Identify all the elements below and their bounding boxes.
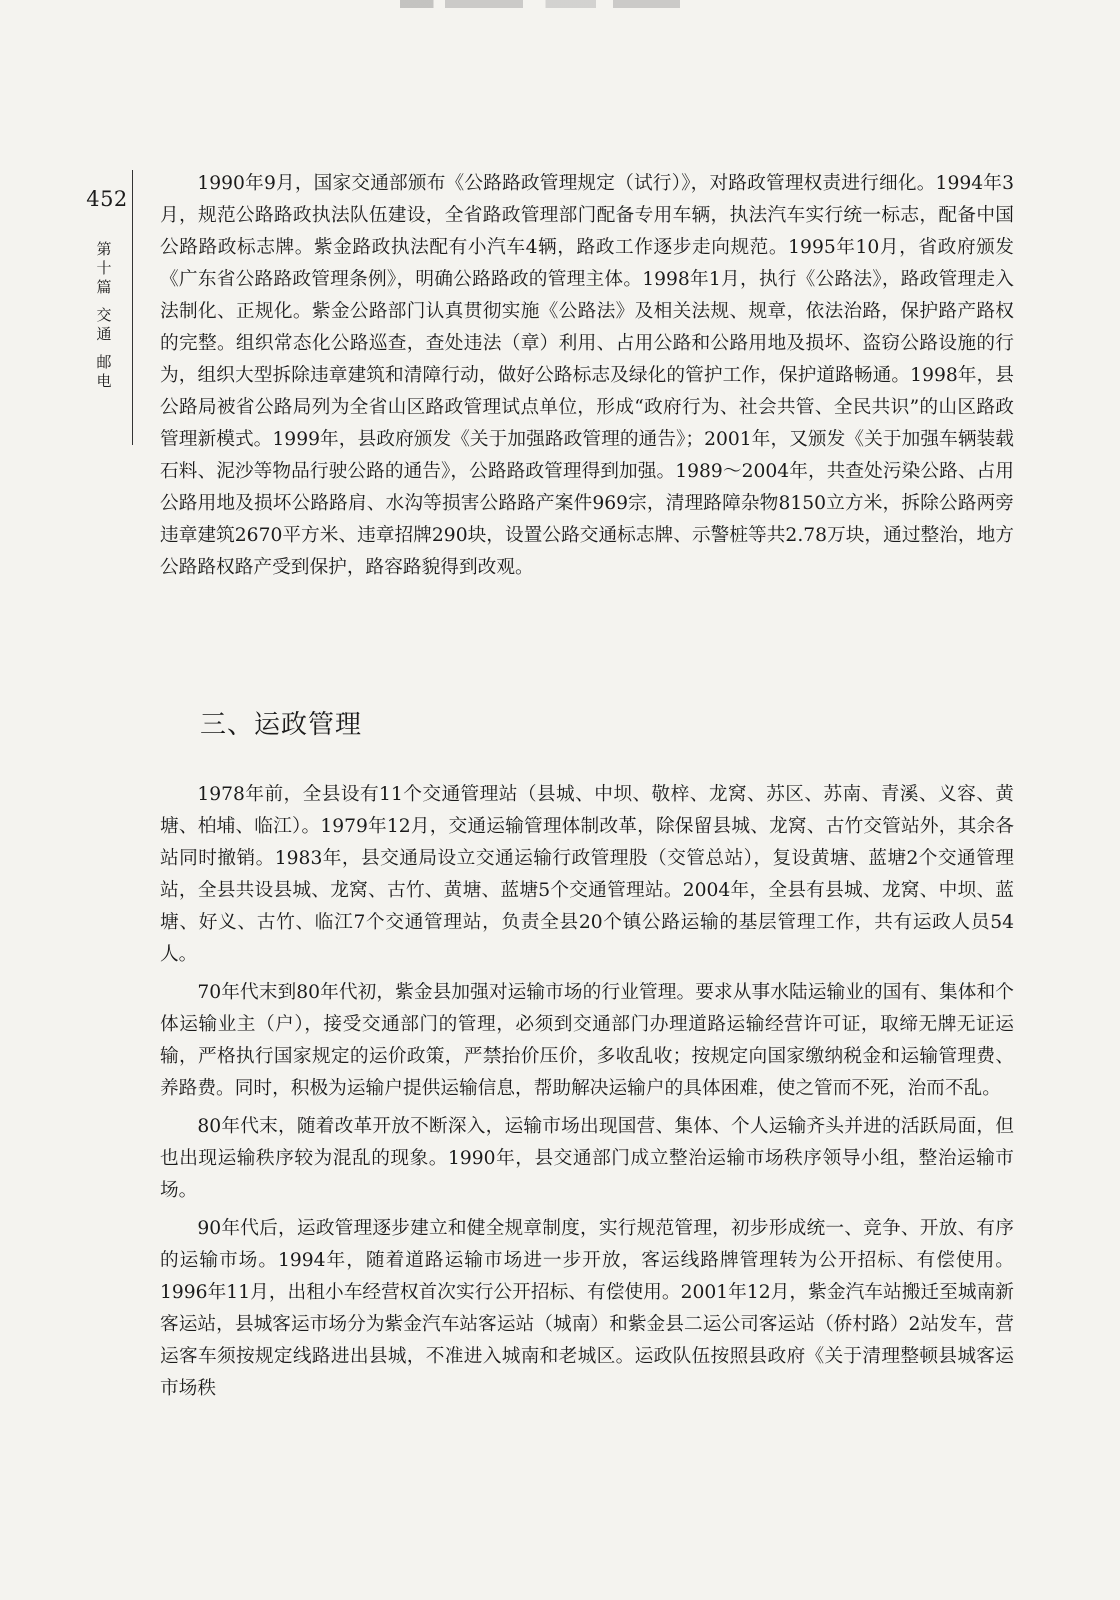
paragraph: 1990年9月，国家交通部颁布《公路路政管理规定（试行）》，对路政管理权责进行细化。1994年3月，规范公路路政执法队伍建设，全省路政管理部门配备专用车辆，执法汽车实行统一标志，配备中国公路路政标志牌。紫金路政执法配有小汽车4辆，路政工作逐步走向规范。1995年10月，省政府颁发《广东省公路路政管理条例》，明确公路路政的管理主体。1998年1月，执行《公路法》，路政管理走入法制化、正规化。紫金公路部门认真贯彻实施《公路法》及相关法规、规章，依法治路，保护路产路权的完整。组织常态化公路巡查，查处违法（章）利用、占用公路和公路用地及损坏、盗窃公路设施的行为，组织大型拆除违章建筑和清障行动，做好公路标志及绿化的管护工作，保护道路畅通。1998年，县公路局被省公路局列为全省山区路政管理试点单位，形成“政府行为、社会共管、全民共识”的山区路政管理新模式。1999年，县政府颁发《关于加强路政管理的通告》；2001年，又颁发《关于加强车辆装载石料、泥沙等物品行驶公路的通告》，公路路政管理得到加强。1989～2004年，共查处污染公路、占用公路用地及损坏公路路肩、水沟等损害公路路产案件969宗，清理路障杂物8150立方米，拆除公路两旁违章建筑2670平方米、违章招牌290块，设置公路交通标志牌、示警桩等共2.78万块，通过整治，地方公路路权路产受到保护，路容路貌得到改观。	[160, 173, 1014, 578]
section-heading: 三、运政管理	[200, 710, 363, 740]
side-char: 十	[96, 259, 112, 277]
page-number: 452	[86, 187, 128, 211]
side-char: 篇	[96, 278, 112, 296]
side-chapter-title	[90, 240, 118, 391]
side-char: 邮	[96, 353, 112, 371]
margin-rule	[132, 170, 133, 445]
side-gap	[90, 297, 118, 306]
paragraph: 70年代末到80年代初，紫金县加强对运输市场的行业管理。要求从事水陆运输业的国有、集体和个体运输业主（户），接受交通部门的管理，必须到交通部门办理道路运输经营许可证，取缔无牌无证运输，严格执行国家规定的运价政策，严禁抬价压价，多收乱收；按规定向国家缴纳税金和运输管理费、养路费。同时，积极为运输户提供运输信息，帮助解决运输户的具体困难，使之管而不死，治而不乱。	[160, 982, 1014, 1099]
top-section-body	[160, 168, 1014, 584]
side-char: 通	[96, 325, 112, 343]
side-char: 第	[96, 240, 112, 258]
side-gap	[90, 344, 118, 353]
side-char: 交	[96, 306, 112, 324]
scan-top-mark	[400, 0, 680, 8]
paragraph: 80年代末，随着改革开放不断深入，运输市场出现国营、集体、个人运输齐头并进的活跃局面，但也出现运输秩序较为混乱的现象。1990年，县交通部门成立整治运输市场秩序领导小组，整治运输市场。	[160, 1116, 1014, 1201]
paragraph: 1978年前，全县设有11个交通管理站（县城、中坝、敬梓、龙窝、苏区、苏南、青溪、义容、黄塘、柏埔、临江）。1979年12月，交通运输管理体制改革，除保留县城、龙窝、古竹交管站外，其余各站同时撤销。1983年，县交通局设立交通运输行政管理股（交管总站），复设黄塘、蓝塘2个交通管理站，全县共设县城、龙窝、古竹、黄塘、蓝塘5个交通管理站。2004年，全县有县城、龙窝、中坝、蓝塘、好义、古竹、临江7个交通管理站，负责全县20个镇公路运输的基层管理工作，共有运政人员54人。	[160, 784, 1014, 965]
paragraph: 90年代后，运政管理逐步建立和健全规章制度，实行规范管理，初步形成统一、竞争、开放、有序的运输市场。1994年，随着道路运输市场进一步开放，客运线路牌管理转为公开招标、有偿使用。1996年11月，出租小车经营权首次实行公开招标、有偿使用。2001年12月，紫金汽车站搬迁至城南新客运站，县城客运市场分为紫金汽车站客运站（城南）和紫金县二运公司客运站（侨村路）2站发车，营运客车须按规定线路进出县城，不准进入城南和老城区。运政队伍按照县政府《关于清理整顿县城客运市场秩	[160, 1218, 1014, 1399]
bottom-section-body	[160, 779, 1014, 1405]
side-char: 电	[96, 372, 112, 390]
